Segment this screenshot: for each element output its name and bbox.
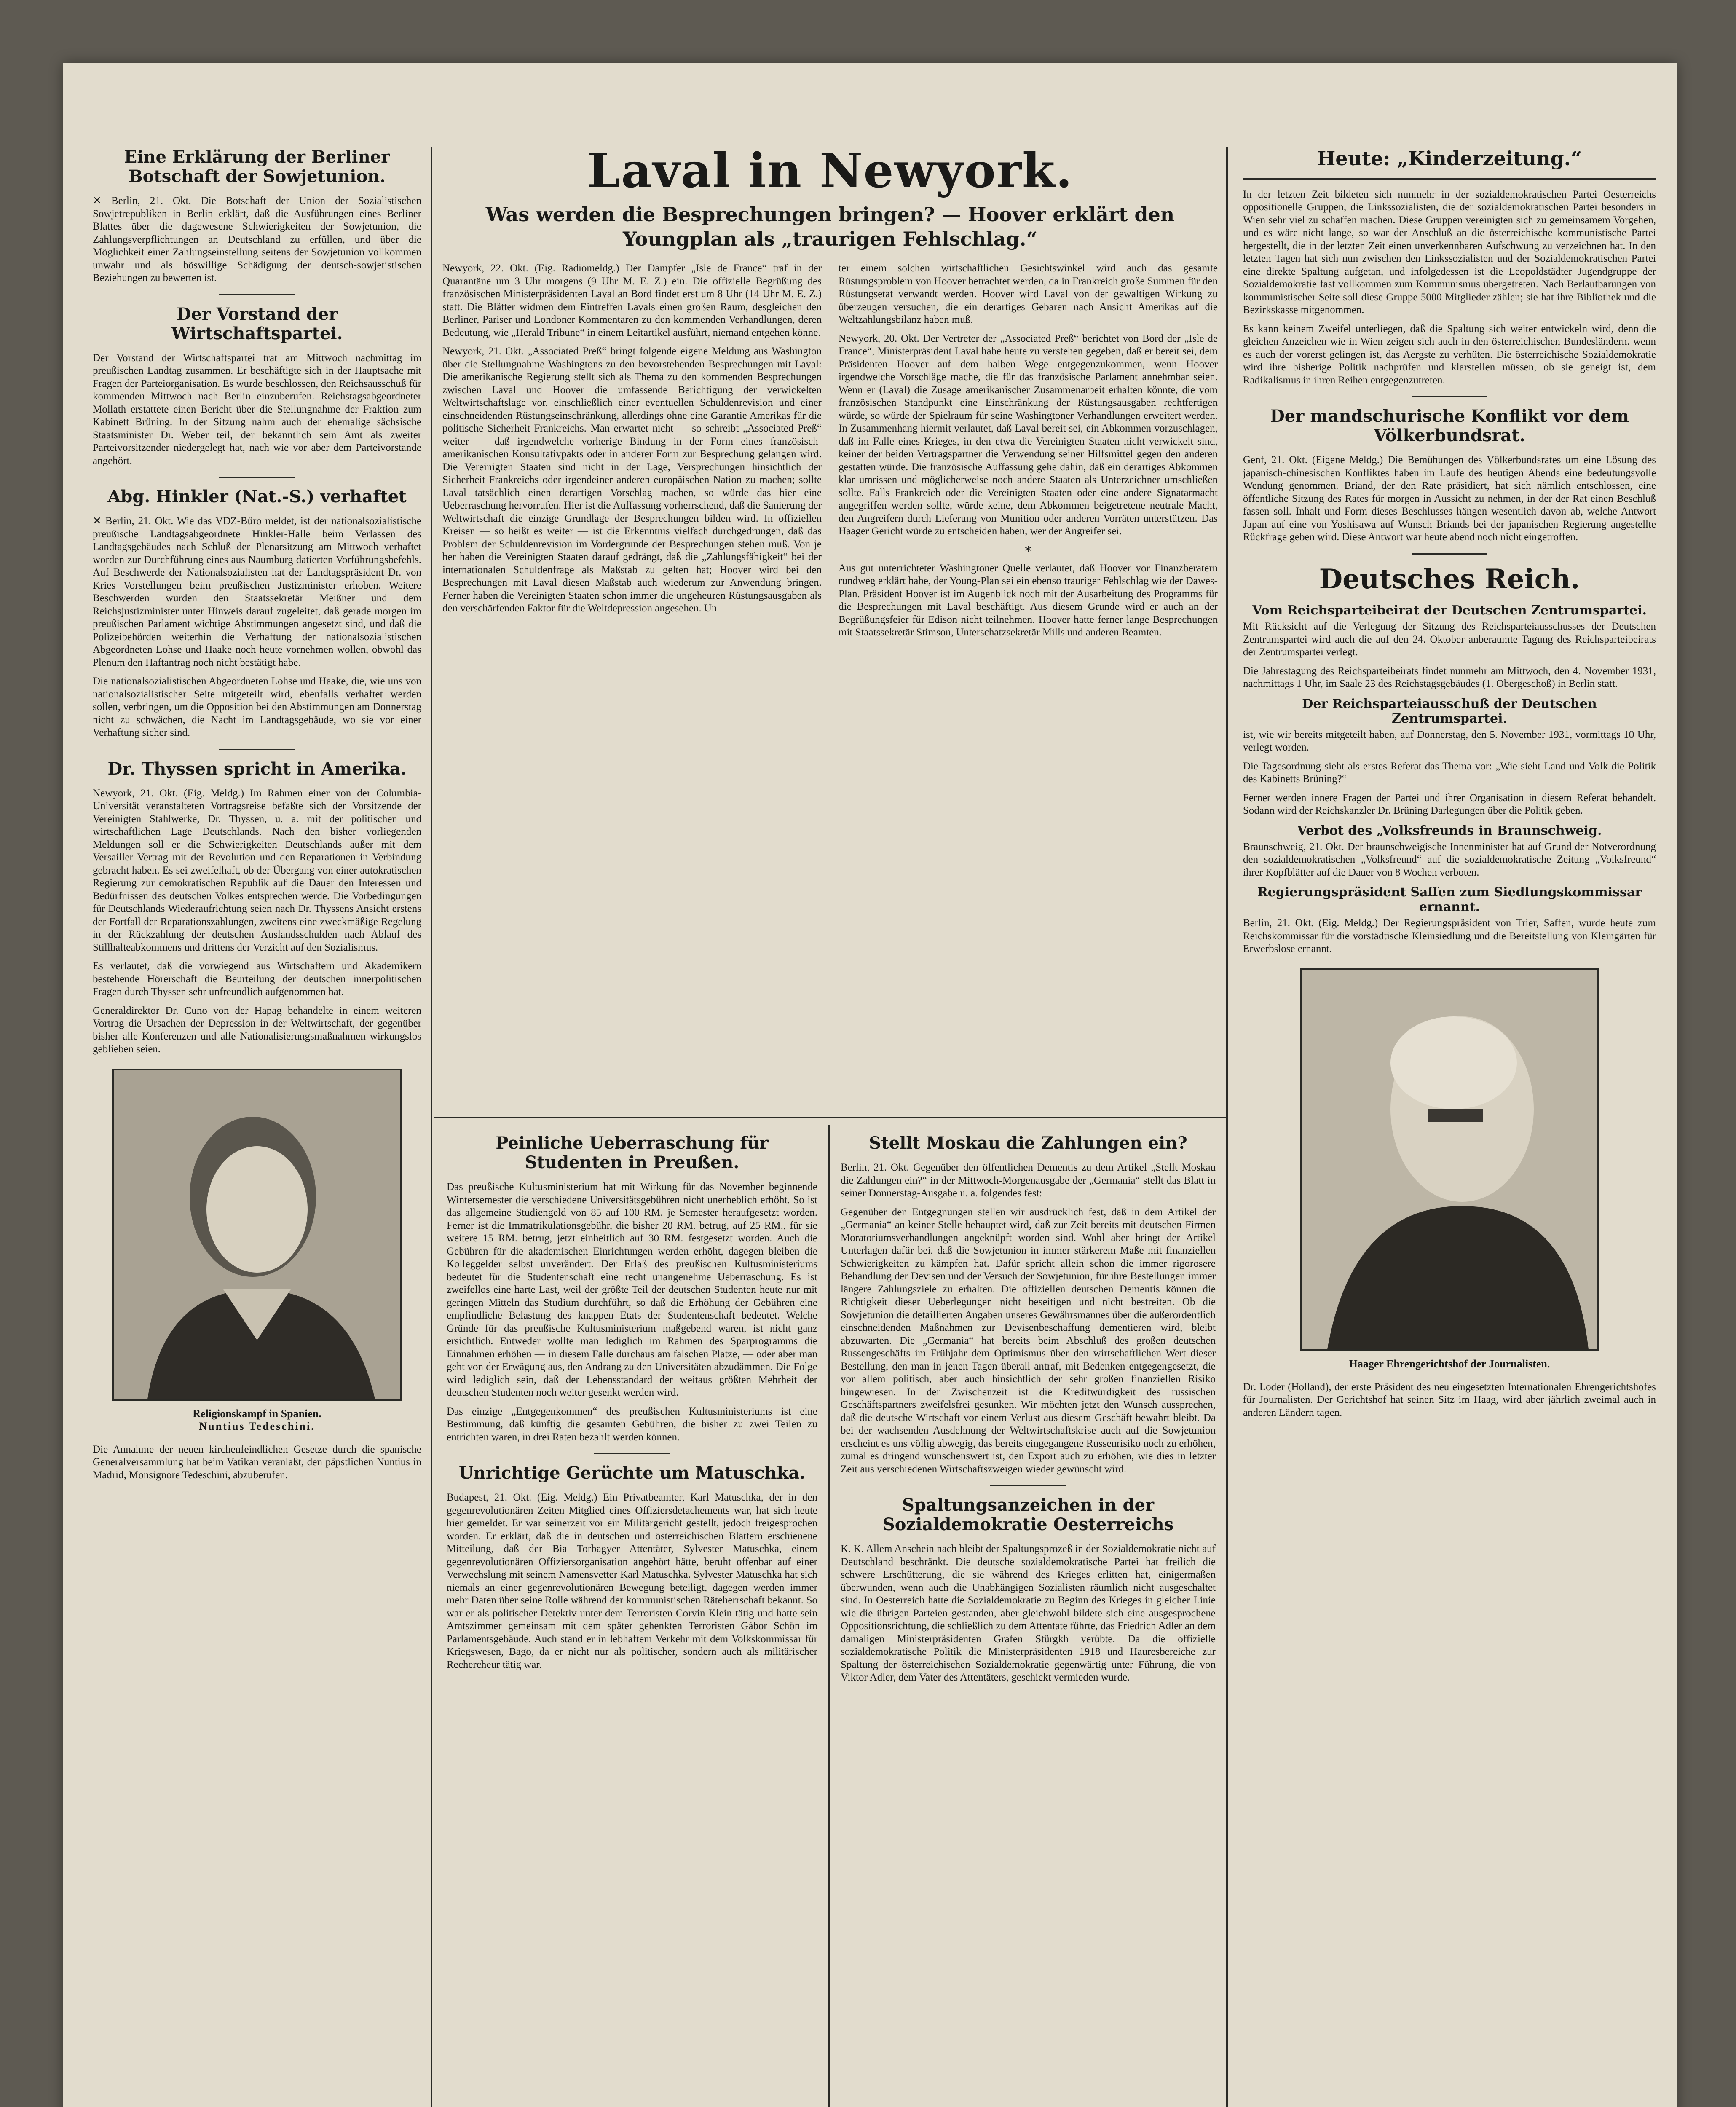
- lead-body-col2: [839, 262, 1218, 645]
- portrait-photo: [1300, 968, 1599, 1351]
- article-text: Die Tagesordnung sieht als erstes Referat das Thema vor: „Wie sieht Land und Volk die Politik des Kabinetts Brüning?“: [1243, 760, 1656, 785]
- article-title: Heute: „Kinderzeitung.“: [1317, 147, 1582, 170]
- article-title: Abg. Hinkler (Nat.-S.) verhaftet: [107, 487, 407, 507]
- article-text: ✕ Berlin, 21. Okt. Wie das VDZ-Büro meldet, ist der nationalsozialistische preußische Landtagsabgeordnete Hinkler-Halle beim Verlassen des Landtagsgebäudes nach Schluß der Plenarsitzung am Mittwoch verhaftet worden zur Durchführung eines aus Naumburg datierten Vorführungsbefehls. Auf Beschwerde der Nationalsozialisten hat der Landtagspräsident Dr. von Kries Vorstellungen beim preußischen Justizminister erhoben. Weitere Beschwerden wurden den Staatssekretär Meißner und dem Reichsjustizminister unter Hinweis darauf zugeleitet, daß gerade morgen im preußischen Parlament wichtige Abstimmungen angesetzt sind, und daß die Polizeibehörden weiterhin die Verhaftung der nationalsozialistischen Abgeordneten Lohse und Haake noch heute vornehmen wollen, obwohl das Plenum den Haftantrag noch nicht bestätigt habe.: [93, 515, 421, 668]
- lead-article: [442, 143, 1218, 1121]
- divider: [990, 1485, 1066, 1486]
- article-title: Spaltungsanzeichen in der Sozialdemokratie Oesterreichs: [882, 1495, 1174, 1534]
- article-text: Ferner werden innere Fragen der Partei und ihrer Organisation in diesem Referat behandelt. Sodann wird der Reichskanzler Dr. Brüning Darlegungen über die Politik geben.: [1243, 792, 1656, 817]
- nuntius-portrait-image: [114, 1070, 400, 1399]
- article-text: ter einem solchen wirtschaftlichen Gesichtswinkel wird auch das gesamte Rüstungsproblem von Hoover betrachtet werden, da in Frankreich große Summen für den Rüstungsetat verwandt werden. Hoover wird Laval von der gewaltigen Wirkung zu überzeugen versuchen, die ein derartiges Gebaren nach Ansicht Amerikas auf die Weltzahlungsbilanz haben muß.: [839, 263, 1218, 325]
- article-text: Die nationalsozialistischen Abgeordneten Lohse und Haake, die, wie uns von nationalsozialistischer Seite mitgeteilt wird, ebenfalls verhaftet werden sollen, verbringen, um die Opposition bei den Abstimmungen am Donnerstag nicht zu schwächen, die Nacht im Landtagsgebäude, wo sie vor einer Verhaftung sicher sind.: [93, 676, 421, 738]
- photo-caption: Religionskampf in Spanien.: [193, 1407, 321, 1420]
- article-text: In der letzten Zeit bildeten sich nunmehr in der sozialdemokratischen Partei Oesterreichs oppositionelle Gruppen, die Linkssozialisten, die der sozialdemokratischen Partei besonders in Wien sehr viel zu schaffen machen. Diese Gruppen vereinigten sich zu gemeinsamem Vorgehen, und es wäre nicht lange, so war der Anschluß an die österreichische kommunistische Partei hergestellt, die in der letzten Zeit einen unverkennbaren Aufschwung zu verzeichnen hat. In den letzten Tagen hat sich nun zwischen den Linkssozialisten und der Sozialdemokratischen Partei eine direkte Spaltung aufgetan, und infolgedessen ist die Leopoldstädter Jugendgruppe der Sozialdemokratie fast vollkommen zum Kommunismus übergetreten. Nach Berlautbarungen von kommunistischer Seite soll diese Gruppe 5000 Mitglieder zählen; sie hat ihre Bibliothek und die Bezirkskasse mitgenommen.: [1243, 188, 1656, 316]
- article-text: ist, wie wir bereits mitgeteilt haben, auf Donnerstag, den 5. November 1931, vormittags 10 Uhr, verlegt worden.: [1243, 729, 1656, 753]
- article-text: Gegenüber den Entgegnungen stellen wir ausdrücklich fest, daß in dem Artikel der „Germania“ an keiner Stelle behauptet wird, daß zur Zeit bereits mit deutschen Firmen Moratoriumsverhandlungen angeknüpft worden sind. Wohl aber bringt der Artikel Unterlagen dafür bei, daß die Sowjetunion in immer stärkerem Maße mit finanziellen Schwierigkeiten zu kämpfen hat. Dafür spricht allein schon die immer rigorosere Behandlung der Devisen und der Versuch der Sowjetunion, für ihre Bestellungen immer längere Zahlungsziele zu erhalten. Die offiziellen deutschen Dementis können die Richtigkeit dieser Ueberlegungen nicht beseitigen und nicht bestreiten. Ob die Sowjetunion die detaillierten Angaben unseres Gewährsmannes über die außerordentlich einschneidenden Maßnahmen zur Devisenbeschaffung dementieren wird, bleibt abzuwarten. Die „Germania“ hat bereits beim Abschluß des großen deutschen Russengeschäfts im Frühjahr dem Optimismus über den wirtschaftlichen Wert dieser Bestellung, den man in jenen Tagen überall antraf, mit Bedenken entgegengesetzt, die vor allem politisch, aber auch hinsichtlich der sehr großen finanziellen Risiko hingewiesen. In der Zwischenzeit ist die Kreditwürdigkeit des russischen Geschäftspartners zweifelsfrei gesunken. Wir möchten jetzt den Wunsch aussprechen, daß die deutsche Wirtschaft vor einem Verlust aus diesem Geschäft bewahrt bleibt. Da bei der wachsenden Ausdehnung der Weltwirtschaftskrise auch auf die Sowjetunion erscheint es uns völlig abwegig, das bereits eingegangene Russenrisiko noch zu erhöhen, zumal es dringend wünschenswert ist, den Export auch zu erhöhen, wie dies in letzter Zeit aus verschiedenen Wirtschaftszweigen wieder gewünscht wird.: [841, 1206, 1216, 1475]
- photo-name: Nuntius Tedeschini.: [199, 1420, 315, 1432]
- article-text: Berlin, 21. Okt. Gegenüber den öffentlichen Dementis zu dem Artikel „Stellt Moskau die Zahlungen ein?“ in der Mittwoch-Morgenausgabe der „Germania“ stellt das Blatt in seiner Donnerstag-Ausgabe u. a. folgendes fest:: [841, 1162, 1216, 1199]
- divider: [594, 1453, 670, 1454]
- divider: [219, 477, 295, 478]
- lead-body-col1: [442, 262, 822, 645]
- left-column: [93, 147, 421, 2107]
- article-text: Berlin, 21. Okt. (Eig. Meldg.) Der Regierungspräsident von Trier, Saffen, wurde heute zum Reichskommissar für die vorstädtische Kleinsiedlung und die Bereitstellung von Kleingärten für Erwerbslose ernannt.: [1243, 917, 1656, 955]
- photo-text: Die Annahme der neuen kirchenfeindlichen Gesetze durch die spanische Generalversammlung hat beim Vatikan veranlaßt, den päpstlichen Nuntius in Madrid, Monsignore Tedeschini, abzuberufen.: [93, 1443, 421, 1481]
- section-rule: [1243, 178, 1656, 180]
- lead-subheadline: Was werden die Besprechungen bringen? — Hoover erklärt den Youngplan als „traurigen Fehlschlag.“: [485, 203, 1175, 250]
- article-text: Newyork, 20. Okt. Der Vertreter der „Associated Preß“ berichtet von Bord der „Isle de France“, Ministerpräsident Laval habe heute zu verstehen gegeben, daß er bereit sei, dem Präsidenten Hoover auf dem halben Wege entgegenzukommen, wenn Hoover irgendwelche Vorschläge mache, die für das französische Parlament annehmbar seien. Wenn er (Laval) die Zusage amerikanischer Zusammenarbeit erhalten könnte, die vom französischen Standpunkt eine Einschränkung der Rüstungsausgaben rechtfertigen würde, so würde der Spielraum für seine Washingtoner Verhandlungen erweitert werden. In Zusammenhang hiermit verlautet, daß Laval bereit sei, ein Abkommen vorzuschlagen, daß im Falle eines Krieges, in den etwa die Vereinigten Staaten nicht verwickelt sind, keiner der beiden Vertragspartner die Verwendung seiner Hilfsmittel gegen den anderen gestatten würde. Die französische Auffassung gehe dahin, daß ein derartiges Abkommen klar umrissen und möglicherweise noch andere Staaten als Unterzeichner umschließen sollte. Falls Frankreich oder die Vereinigten Staaten oder eine andere Signatarmacht angegriffen werden sollte, würde keine, dem Abkommen beigetretene neutrale Macht, den Angreifern durch Lieferung von Munition oder anderen Vorräten unterstützen. Das Haager Gericht würde zu entscheiden haben, wer der Angreifer sei.: [839, 332, 1218, 537]
- article-title: Dr. Thyssen spricht in Amerika.: [107, 759, 407, 779]
- article-text: Newyork, 21. Okt. „Associated Preß“ bringt folgende eigene Meldung aus Washington über die Stellungnahme Washingtons zu den bevorstehenden Besprechungen mit Laval: Die amerikanische Regierung stellt sich als Thema zu den kommenden Besprechungen zwischen Laval und Hoover die umfassende Berichtigung der verwickelten Weltwirtschaftslage vor, einschließlich einer eventuellen Schuldenrevision und einer einschneidenden Rüstungseinschränkung, allerdings ohne eine Garantie Amerikas für die politische Sicherheit Frankreichs. Man erwartet nicht — so schreibt „Associated Preß“ weiter — daß irgendwelche vorherige Bindung in der Form eines französisch-amerikanischen Konsultativpakts oder in anderer Form zur Besprechung gelangen wird. Die Vereinigten Staaten sind nicht in der Lage, Versprechungen hinsichtlich der Sicherheit Frankreichs oder irgendeiner anderen europäischen Nation zu machen; sollte Laval tatsächlich einen derartigen Vorschlag machen, so würde das hier eine Ueberraschung hervorrufen. Hier ist die Auffassung vorherrschend, daß die Sanierung der Weltwirtschaft die einzige Grundlage der Besprechungen bilden wird. In offiziellen Kreisen — so heißt es weiter — ist die Erkenntnis vielfach durchgedrungen, daß das Problem der Schuldenrevision im Vordergrunde der Besprechungen stehen muß. Von je her haben die Vereinigten Staaten darauf gedrängt, daß die „Zahlungsfähigkeit“ bei der internationalen Schuldenfrage als Maßstab zu gelten hat; Hoover wird bei den Besprechungen mit Laval diesen Maßstab auch wiederum zur Anwendung bringen. Ferner haben die Vereinigten Staaten schon immer die ungeheuren Rüstungsausgaben als den verschärfenden Faktor für die Weltdepression angesehen. Un-: [442, 346, 822, 614]
- article-text: Es kann keinem Zweifel unterliegen, daß die Spaltung sich weiter entwickeln wird, denn die gleichen Anzeichen wie in Wien zeigen sich auch in den österreichischen Bundesländern. wenn es auch der vorerst gelingen ist, das Aergste zu verhüten. Die österreichische Sozialdemokratie wird ihre bisherige Politik nachprüfen und klarstellen müssen, ob sie geneigt ist, dem Radikalismus in ihren Reihen entgegenzutreten.: [1243, 323, 1656, 386]
- article-subtitle: Der Reichsparteiausschuß der Deutschen Zentrumspartei.: [1302, 696, 1597, 726]
- article-subtitle: Verbot des „Volksfreunds in Braunschweig.: [1297, 823, 1602, 838]
- article-text: Mit Rücksicht auf die Verlegung der Sitzung des Reichsparteiausschusses der Deutschen Zentrumspartei wird auch die auf den 24. Oktober anberaumte Tagung des Reichsparteibeirats der Zentrumspartei verlegt.: [1243, 621, 1656, 658]
- lead-body: [442, 262, 1218, 645]
- section-rule: [434, 1117, 1226, 1118]
- divider: [219, 294, 295, 295]
- column-rule: [828, 1125, 830, 2107]
- portrait-photo: [112, 1069, 402, 1401]
- article-text: Budapest, 21. Okt. (Eig. Meldg.) Ein Privatbeamter, Karl Matuschka, der in den gegenrevolutionären Zeiten Mitglied eines Offiziersdetachements war, hat sich heute hier gemeldet. Er war seinerzeit vor ein Militärgericht gestellt, jedoch freigesprochen worden. Er erklärt, daß die in deutschen und österreichischen Blättern erschienene Mitteilung, daß der Bia Torbagyer Attentäter, Sylvester Matuschka, einem gegenrevolutionären Offiziersorganisation angehört hätte, beruht offenbar auf einer Verwechslung mit seinem Namensvetter Karl Matuschka. Sylvester Matuschka hat sich niemals an einer gegenrevolutionären Bewegung beteiligt, dagegen werden immer mehr Daten über seine Rolle während der kommunistischen Räteherrschaft bekannt. So war er als politischer Detektiv unter dem Terroristen Corvin Klein tätig und hatte sein Amtszimmer gemeinsam mit dem später gehenkten Terroristen Gábor Schön im Parlamentsgebäude. Auch stand er in lebhaftem Verkehr mit dem Volkskommissar für Kriegswesen, Bago, da er nicht nur als politischer, sondern auch als militärischer Rechercheur tätig war.: [447, 1492, 817, 1670]
- article-text: Es verlautet, daß die vorwiegend aus Wirtschaftern und Akademikern bestehende Hörerschaft die Beurteilung der deutschen innerpolitischen Fragen durch Thyssen sehr unfreundlich aufgenommen hat.: [93, 960, 421, 997]
- article-text: Aus gut unterrichteter Washingtoner Quelle verlautet, daß Hoover vor Finanzberatern rundweg erklärt habe, der Young-Plan sei ein ebenso trauriger Fehlschlag wie der Dawes-Plan. Präsident Hoover ist im Augenblick noch mit der Ausarbeitung des Programms für die Besprechungen mit Laval beschäftigt. Aus diesem Grunde wird er auch an der Begrüßungsfeier für Edison nicht teilnehmen. Hoover hatte ferner lange Besprechungen mit Staatssekretär Stimson, Unterschatzsekretär Mills und anderen Beamten.: [839, 562, 1218, 638]
- section-title: Deutsches Reich.: [1319, 563, 1580, 595]
- article-text: Das preußische Kultusministerium hat mit Wirkung für das November beginnende Wintersemester die verschiedene Universitätsgebühren nicht unerheblich erhöht. So ist das allgemeine Studiengeld von 85 auf 100 RM. je Semester heraufgesetzt worden. Ferner ist die Immatrikulationsgebühr, die bisher 20 RM. betrug, auf 25 RM., für sie weitere 15 RM. betrug, jetzt einheitlich auf 30 RM. festgesetzt worden. Auch die Gebühren für die akademischen Einrichtungen werden erhöht, dagegen bleiben die Kolleggelder selbst unverändert. Der Erlaß des preußischen Kultusministeriums bedeutet für die Studentenschaft eine recht unangenehme Ueberraschung. Es ist zweifellos eine harte Last, weil der größte Teil der deutschen Studenten heute nur mit geringen Mitteln das Studium durchführt, so daß die Erhöhung der Gebühren eine empfindliche Belastung des knappen Etats der Studentenschaft bedeutet. Welche Gründe für das preußische Kultusministerium maßgebend waren, ist nicht ganz ersichtlich. Entweder wollte man lediglich im Rahmen des Sparprogramms die Einnahmen erhöhen — in diesem Falle durchaus am falschen Platze, — oder aber man geht von der Erwägung aus, den Andrang zu den Universitäten abzudämmen. Die Folge wird lediglich sein, daß der Lebensstandard der weitaus größten Mehrheit der deutschen Studenten noch weiter gesenkt werden wird.: [447, 1181, 817, 1398]
- column-rule: [1226, 147, 1228, 2107]
- article-title: Peinliche Ueberraschung für Studenten in Preußen.: [496, 1134, 769, 1172]
- divider: [1412, 553, 1487, 555]
- article-text: Die Jahrestagung des Reichsparteibeirats findet nunmehr am Mittwoch, den 4. November 1931, nachmittags 1 Uhr, im Saale 23 des Reichstagsgebäudes (1. Obergeschoß) in Berlin statt.: [1243, 665, 1656, 690]
- article-text: Genf, 21. Okt. (Eigene Meldg.) Die Bemühungen des Völkerbundsrates um eine Lösung des japanisch-chinesischen Konfliktes haben im Laufe des heutigen Abends eine bedeutungsvolle Wendung genommen. Briand, der den Rate präsidiert, hat sich nämlich entschlossen, eine öffentliche Sitzung des Rates für morgen in Aussicht zu nehmen, in der der Rat einen Beschluß fassen soll. Inhalt und Form dieses Beschlusses hängen wesentlich davon ab, welche Antwort Japan auf eine von Yoshisawa auf Wunsch Briands bei der japanischen Regierung angestellte Rückfrage geben wird. Diese Antwort war heute abend noch nicht eingetroffen.: [1243, 454, 1656, 543]
- right-column: [1243, 147, 1656, 2107]
- newspaper-page: [63, 63, 1677, 2107]
- article-text: K. K. Allem Anschein nach bleibt der Spaltungsprozeß in der Sozialdemokratie nicht auf Deutschland beschränkt. Die deutsche sozialdemokratische Partei hat freilich die schwere Erschütterung, die sie während des Krieges erlitten hat, einigermaßen überwunden, wenn auch die Unabhängigen Sozialisten räumlich nicht ausgeschaltet sind. In Oesterreich hatte die Sozialdemokratie zu Beginn des Krieges in gleicher Linie wie die übrigen Parteien gestanden, aber gleichwohl bildete sich eine ausgesprochene Oppositionsrichtung, die schließlich zu dem Attentate führte, das Friedrich Adler an dem damaligen Ministerpräsidenten Grafen Stürgkh verübte. Da die offizielle sozialdemokratische Politik die Ministerpräsidenten 1918 und Hauresbereiche zur Spaltung der österreichischen Sozialdemokratie gegenwärtig unter Führung, die von Viktor Adler, dem Vater des Attentäters, geschickt vermieden wurde.: [841, 1543, 1216, 1683]
- article-text: Der Vorstand der Wirtschaftspartei trat am Mittwoch nachmittag im preußischen Landtag zusammen. Er beschäftigte sich in der Hauptsache mit Fragen der Parteiorganisation. Es wurde beschlossen, den Reichsausschuß für kommenden Mittwoch nach Berlin einzuberufen. Reichstagsabgeordneter Mollath erstattete einen Bericht über die Stellungnahme der Fraktion zum Kabinett Brüning. In der Sitzung nahm auch der ehemalige sächsische Staatsminister Dr. Weber teil, der bekanntlich sein Amt als zweiter Parteivorsitzender niedergelegt hat, nach wie vor aber dem Parteivorstande angehört.: [93, 352, 421, 466]
- article-text: Newyork, 22. Okt. (Eig. Radiomeldg.) Der Dampfer „Isle de France“ traf in der Quarantäne um 3 Uhr morgens (9 Uhr M. E. Z.) ein. Die offizielle Begrüßung des französischen Ministerpräsidenten Laval an Bord findet erst um 8 Uhr (14 Uhr M. E. Z.) statt. Die Blätter widmen dem Eintreffen Lavals einen großen Raum, desgleichen den Berliner, Pariser und Londoner Kommentaren zu den kommenden Verhandlungen, deren Bedeutung, wie „Herald Tribune“ in einem Leitartikel ausführt, niemand entgehen könne.: [442, 263, 822, 338]
- center-right-column: [841, 1134, 1216, 2107]
- column-rule: [431, 147, 432, 2107]
- lead-headline: Laval in Newyork.: [587, 143, 1073, 198]
- photo-text: Dr. Loder (Holland), der erste Präsident des neu eingesetzten Internationalen Ehrengerichtshofes für Journalisten. Der Gerichtshof hat seinen Sitz im Haag, wird aber jährlich zweimal auch in anderen Ländern tagen.: [1243, 1381, 1656, 1418]
- article-text: Braunschweig, 21. Okt. Der braunschweigische Innenminister hat auf Grund der Notverordnung den sozialdemokratischen „Volksfreund“ auf die sozialdemokratische Zeitung „Volksfreund“ ihrer Kopfblätter auf die Dauer von 8 Wochen verboten.: [1243, 841, 1656, 878]
- article-title: Eine Erklärung der Berliner Botschaft der Sowjetunion.: [124, 147, 390, 186]
- article-subtitle: Regierungspräsident Saffen zum Siedlungskommissar ernannt.: [1257, 885, 1642, 915]
- article-text: ✕ Berlin, 21. Okt. Die Botschaft der Union der Sozialistischen Sowjetrepubliken in Berlin erklärt, daß die Ausführungen eines Berliner Blattes über die dagewesene Schwierigkeiten der Sowjetunion, die Zahlungsverpflichtungen an Deutschland zu erfüllen, und über die Möglichkeit einer Zahlungseinstellung seitens der Sowjetunion vollkommen unwahr und als böswillige Schädigung der deutsch-sowjetistischen Beziehungen zu bewerten ist.: [93, 195, 421, 284]
- divider: [219, 749, 295, 750]
- divider: [1412, 396, 1487, 397]
- article-subtitle: Vom Reichsparteibeirat der Deutschen Zentrumspartei.: [1252, 603, 1647, 618]
- article-text: Generaldirektor Dr. Cuno von der Hapag behandelte in einem weiteren Vortrag die Ursachen der Depression in der Weltwirtschaft, der gegenüber bisher alle Konferenzen und alle Nationalisierungsmaßnahmen wirkungslos geblieben seien.: [93, 1005, 421, 1055]
- center-left-column: [447, 1134, 817, 2107]
- article-title: Der Vorstand der Wirtschaftspartei.: [171, 304, 343, 343]
- article-title: Unrichtige Gerüchte um Matuschka.: [458, 1463, 806, 1483]
- photo-caption: Haager Ehrengerichtshof der Journalisten.: [1349, 1357, 1550, 1370]
- article-title: Stellt Moskau die Zahlungen ein?: [869, 1134, 1187, 1153]
- loder-portrait-image: [1302, 970, 1597, 1349]
- article-text: Newyork, 21. Okt. (Eig. Meldg.) Im Rahmen einer von der Columbia-Universität veranstalteten Vortragsreise befaßte sich der Vorsitzende der Vereinigten Stahlwerke, Dr. Thyssen, u. a. mit der politischen und wirtschaftlichen Lage Deutschlands. Nach den bisher vorliegenden Meldungen soll er die Schwierigkeiten Deutschlands außer mit dem Versailler Vertrag mit der Revolution und den Reparationen in Verbindung gebracht haben. Es sei zweifelhaft, ob der Übergang von einer autokratischen Regierung zur demokratischen Republik auf die Dauer den Interessen und Bedürfnissen des deutschen Volkes entsprechen werde. Die Vorbedingungen für Deutschlands Wiederaufrichtung seien nach Dr. Thyssens Ansicht erstens der Fortfall der Reparationszahlungen, zweitens eine zweckmäßige Regelung in der Rückzahlung der deutschen Auslandsschulden nach Ablauf des Stillhalteabkommens und drittens der Verzicht auf den Sozialismus.: [93, 787, 421, 953]
- article-text: Das einzige „Entgegenkommen“ des preußischen Kultusministeriums ist eine Bestimmung, daß künftig die gesamten Gebühren, die bisher zu zwei Teilen zu entrichten waren, in drei Raten bezahlt werden können.: [447, 1405, 817, 1443]
- star-separator: *: [1025, 544, 1031, 559]
- article-title: Der mandschurische Konflikt vor dem Völkerbundsrat.: [1270, 406, 1629, 446]
